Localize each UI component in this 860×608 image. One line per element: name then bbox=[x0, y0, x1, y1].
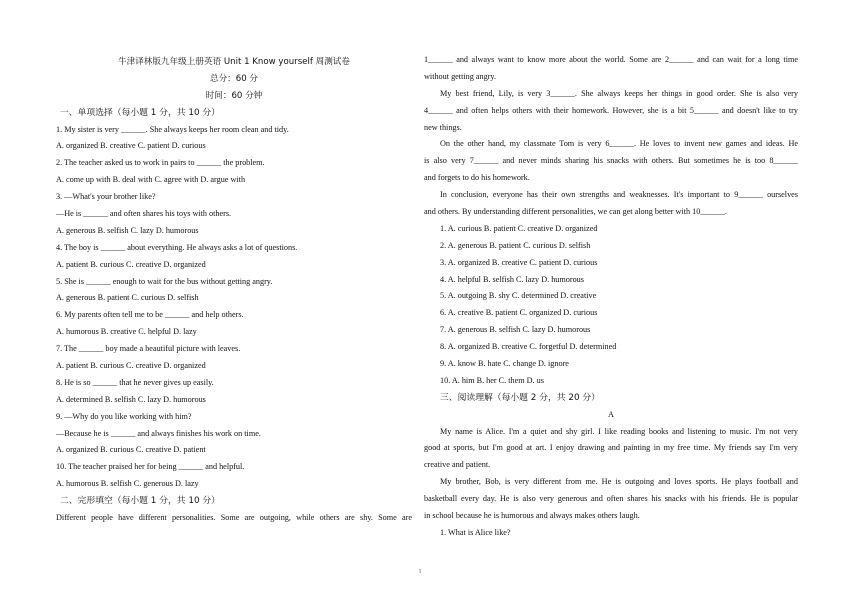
section-heading-3: 三、阅读理解（每小题 2 分，共 20 分） bbox=[440, 392, 600, 403]
exam-time: 时间：60 分钟 bbox=[205, 90, 263, 101]
question-line: A. come up with B. deal with C. agree with D. argue with bbox=[56, 175, 246, 185]
question-line: 1. What is Alice like? bbox=[440, 527, 511, 537]
option-line: 7. A. generous B. selfish C. lazy D. humorous bbox=[440, 325, 591, 335]
total-score: 总分：60 分 bbox=[209, 73, 259, 84]
section-heading-1: 一、单项选择（每小题 1 分，共 10 分） bbox=[60, 107, 220, 118]
question-line: A. determined B. selfish C. lazy D. humorous bbox=[56, 394, 206, 404]
question-line: A. patient B. curious C. creative D. organized bbox=[56, 259, 206, 269]
question-line: A. organized B. creative C. patient D. curious bbox=[56, 141, 206, 151]
option-line: 9. A. know B. hate C. change D. ignore bbox=[440, 359, 569, 369]
section-heading-2: 二、完形填空（每小题 1 分，共 10 分） bbox=[60, 496, 220, 507]
passage-line: In conclusion, everyone has their own strengths and weaknesses. It's important to 9______ ourselves bbox=[440, 190, 798, 200]
passage-line: My best friend, Lily, is very 3______. She always keeps her things in good order. She is also very bbox=[440, 88, 798, 98]
question-line: 3. —What's your brother like? bbox=[56, 192, 156, 202]
right-column bbox=[424, 0, 798, 545]
question-line: —Because he is ______ and always finishes his work on time. bbox=[56, 428, 261, 438]
passage-line: is also very 7______ and never minds sharing his snacks with others. But sometimes he is too 8______ bbox=[424, 156, 798, 166]
passage-line: On the other hand, my classmate Tom is very 6______. He loves to invent new games and ideas. He bbox=[440, 139, 798, 149]
question-line: 10. The teacher praised her for being ______ and helpful. bbox=[56, 462, 245, 472]
question-line: A. humorous B. creative C. helpful D. lazy bbox=[56, 327, 197, 337]
option-line: 1. A. curious B. patient C. creative D. organized bbox=[440, 223, 598, 233]
question-line: 9. —Why do you like working with him? bbox=[56, 411, 192, 421]
option-line: 3. A. organized B. creative C. patient D. curious bbox=[440, 257, 598, 267]
question-line: —He is ______ and often shares his toys with others. bbox=[56, 209, 232, 219]
reading-line: creative and patient. bbox=[424, 460, 491, 470]
option-line: 4. A. helpful B. selfish C. lazy D. humorous bbox=[440, 274, 584, 284]
page-number: 1 bbox=[418, 569, 422, 575]
passage-line: 4______ and often helps others with their homework. However, she is a bit 5______ and doesn't like to try bbox=[424, 105, 798, 115]
question-line: A. organized B. curious C. creative D. patient bbox=[56, 445, 206, 455]
left-column bbox=[56, 0, 412, 530]
option-line: 5. A. outgoing B. shy C. determined D. creative bbox=[440, 291, 597, 301]
passage-label: A bbox=[608, 409, 614, 419]
reading-line: in school because he is humorous and always makes others laugh. bbox=[424, 511, 640, 521]
passage-line: new things. bbox=[424, 122, 462, 132]
question-line: A. patient B. curious C. creative D. organized bbox=[56, 361, 206, 371]
question-line: 4. The boy is ______ about everything. He always asks a lot of questions. bbox=[56, 242, 298, 252]
reading-line: My brother, Bob, is very different from me. He is outgoing and loves sports. He plays football and bbox=[440, 477, 798, 487]
option-line: 6. A. creative B. patient C. organized D. curious bbox=[440, 308, 598, 318]
question-line: 2. The teacher asked us to work in pairs to ______ the problem. bbox=[56, 158, 265, 168]
question-line: 8. He is so ______ that he never gives up easily. bbox=[56, 377, 214, 387]
reading-line: good at sports, but I'm good at art. I enjoy drawing and painting in my free time. My friends say I'm very bbox=[424, 443, 798, 453]
question-line: 5. She is ______ enough to wait for the bus without getting angry. bbox=[56, 276, 273, 286]
reading-line: My name is Alice. I'm a quiet and shy girl. I like reading books and listening to music. I'm not very bbox=[440, 426, 798, 436]
option-line: 8. A. organized B. creative C. forgetful D. determined bbox=[440, 342, 617, 352]
exam-title: 牛津译林版九年级上册英语 Unit 1 Know yourself 周测试卷 bbox=[118, 57, 350, 67]
passage-line: and others. By understanding different personalities, we can get along better with 10______. bbox=[424, 207, 727, 217]
question-line: A. generous B. patient C. curious D. selfish bbox=[56, 293, 199, 303]
reading-line: basketball every day. He is also very generous and often shares his snacks with his friends. He is popular bbox=[424, 494, 798, 504]
question-line: 1. My sister is very ______. She always keeps her room clean and tidy. bbox=[56, 124, 289, 134]
passage-line: Different people have different personalities. Some are outgoing, while others are shy. Some are bbox=[56, 513, 412, 523]
question-line: A. humorous B. selfish C. generous D. lazy bbox=[56, 479, 199, 489]
passage-line: 1______ and always want to know more about the world. Some are 2______ and can wait for a long time bbox=[424, 55, 798, 64]
question-line: A. generous B. selfish C. lazy D. humorous bbox=[56, 225, 199, 235]
option-line: 2. A. generous B. patient C. curious D. selfish bbox=[440, 240, 591, 250]
question-line: 7. The ______ boy made a beautiful picture with leaves. bbox=[56, 344, 241, 354]
passage-line: and forgets to do his homework. bbox=[424, 173, 530, 183]
passage-line: without getting angry. bbox=[424, 71, 497, 81]
option-line: 10. A. him B. her C. them D. us bbox=[440, 375, 544, 385]
question-line: 6. My parents often tell me to be ______ and help others. bbox=[56, 310, 244, 320]
